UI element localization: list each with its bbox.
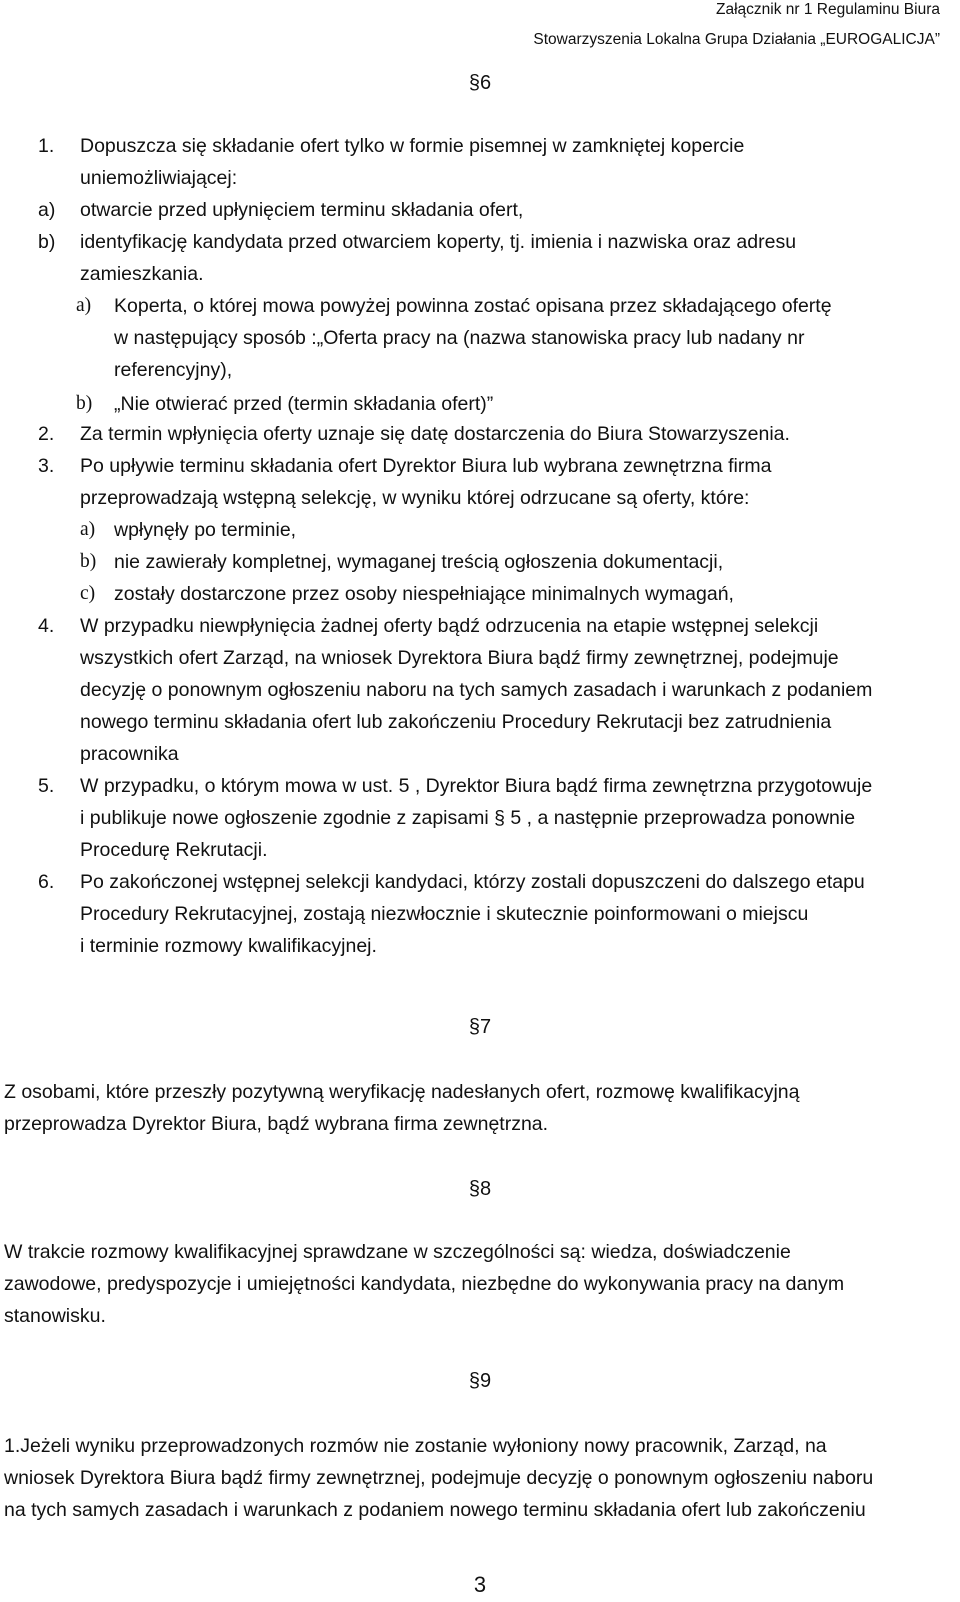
list-marker: c) <box>80 583 96 604</box>
paragraph-line: zawodowe, predyspozycje i umiejętności kandydata, niezbędne do wykonywania pracy na danym <box>4 1273 845 1295</box>
page-number: 3 <box>473 1572 487 1597</box>
section-heading-6: §6 <box>468 72 492 94</box>
paragraph-line: wszystkich ofert Zarząd, na wniosek Dyrektora Biura bądź firmy zewnętrznej, podejmuje <box>80 647 839 669</box>
list-marker: a) <box>80 519 96 540</box>
list-marker: b) <box>80 551 97 572</box>
paragraph-line: 1.Jeżeli wyniku przeprowadzonych rozmów nie zostanie wyłoniony nowy pracownik, Zarząd, na <box>4 1435 827 1457</box>
list-item-line: Koperta, o której mowa powyżej powinna zostać opisana przez składającego ofertę <box>114 295 832 317</box>
list-number: 1. <box>38 135 55 157</box>
list-number: 3. <box>38 455 55 477</box>
paragraph-line: pracownika <box>80 743 179 765</box>
list-number: 5. <box>38 775 55 797</box>
list-number: 2. <box>38 423 55 445</box>
list-number: 4. <box>38 615 55 637</box>
header-attachment-title: Załącznik nr 1 Regulaminu Biura <box>716 1 940 18</box>
paragraph-line: W przypadku, o którym mowa w ust. 5 , Dyrektor Biura bądź firma zewnętrzna przygotowuje <box>80 775 873 797</box>
list-item-line: w następujący sposób :„Oferta pracy na (nazwa stanowiska pracy lub nadany nr <box>114 327 805 349</box>
list-number: 6. <box>38 871 55 893</box>
paragraph-line: przeprowadzają wstępną selekcję, w wyniku której odrzucane są oferty, które: <box>80 487 750 509</box>
list-item-line: otwarcie przed upłynięciem terminu składania ofert, <box>80 199 524 221</box>
list-marker: b) <box>76 393 93 414</box>
paragraph-line: W trakcie rozmowy kwalifikacyjnej sprawdzane w szczególności są: wiedza, doświadczenie <box>4 1241 791 1263</box>
paragraph-line: Procedury Rekrutacyjnej, zostają niezwłocznie i skutecznie poinformowani o miejscu <box>80 903 809 925</box>
list-item-line: zostały dostarczone przez osoby niespełniające minimalnych wymagań, <box>114 583 734 605</box>
paragraph-line: na tych samych zasadach i warunkach z podaniem nowego terminu składania ofert lub zakończeniu <box>4 1499 866 1521</box>
paragraph-line: Z osobami, które przeszły pozytywną weryfikację nadesłanych ofert, rozmowę kwalifikacyjną <box>4 1081 800 1103</box>
paragraph-line: W przypadku niewpłynięcia żadnej oferty bądź odrzucenia na etapie wstępnej selekcji <box>80 615 819 637</box>
list-marker: a) <box>76 295 92 316</box>
list-marker: a) <box>38 199 56 221</box>
section-heading-8: §8 <box>468 1178 492 1200</box>
list-item-line: zamieszkania. <box>80 263 204 285</box>
list-item-line: identyfikację kandydata przed otwarciem koperty, tj. imienia i nazwiska oraz adresu <box>80 231 797 253</box>
paragraph-line: Procedurę Rekrutacji. <box>80 839 268 861</box>
list-item-line: nie zawierały kompletnej, wymaganej treścią ogłoszenia dokumentacji, <box>114 551 724 573</box>
paragraph-line: i terminie rozmowy kwalifikacyjnej. <box>80 935 377 957</box>
header-association-name: Stowarzyszenia Lokalna Grupa Działania „EUROGALICJA” <box>533 31 940 48</box>
list-item-line: wpłynęły po terminie, <box>114 519 297 541</box>
paragraph-line: Dopuszcza się składanie ofert tylko w formie pisemnej w zamkniętej kopercie <box>80 135 745 157</box>
list-item-line: „Nie otwierać przed (termin składania ofert)” <box>114 393 494 415</box>
paragraph-line: uniemożliwiającej: <box>80 167 238 189</box>
paragraph-line: Po zakończonej wstępnej selekcji kandydaci, którzy zostali dopuszczeni do dalszego etapu <box>80 871 865 893</box>
paragraph-line: Po upływie terminu składania ofert Dyrektor Biura lub wybrana zewnętrzna firma <box>80 455 772 477</box>
paragraph-line: przeprowadza Dyrektor Biura, bądź wybrana firma zewnętrzna. <box>4 1113 549 1135</box>
paragraph-line: Za termin wpłynięcia oferty uznaje się datę dostarczenia do Biura Stowarzyszenia. <box>80 423 790 445</box>
paragraph-line: nowego terminu składania ofert lub zakończeniu Procedury Rekrutacji bez zatrudnienia <box>80 711 832 733</box>
paragraph-line: decyzję o ponownym ogłoszeniu naboru na tych samych zasadach i warunkach z podaniem <box>80 679 873 701</box>
paragraph-line: i publikuje nowe ogłoszenie zgodnie z zapisami § 5 , a następnie przeprowadza ponownie <box>80 807 856 829</box>
section-heading-9: §9 <box>468 1370 492 1392</box>
section-heading-7: §7 <box>468 1016 492 1038</box>
list-marker: b) <box>38 231 56 253</box>
paragraph-line: wniosek Dyrektora Biura bądź firmy zewnętrznej, podejmuje decyzję o ponownym ogłoszeniu naboru <box>4 1467 874 1489</box>
paragraph-line: stanowisku. <box>4 1305 106 1327</box>
list-item-line: referencyjny), <box>114 359 233 381</box>
